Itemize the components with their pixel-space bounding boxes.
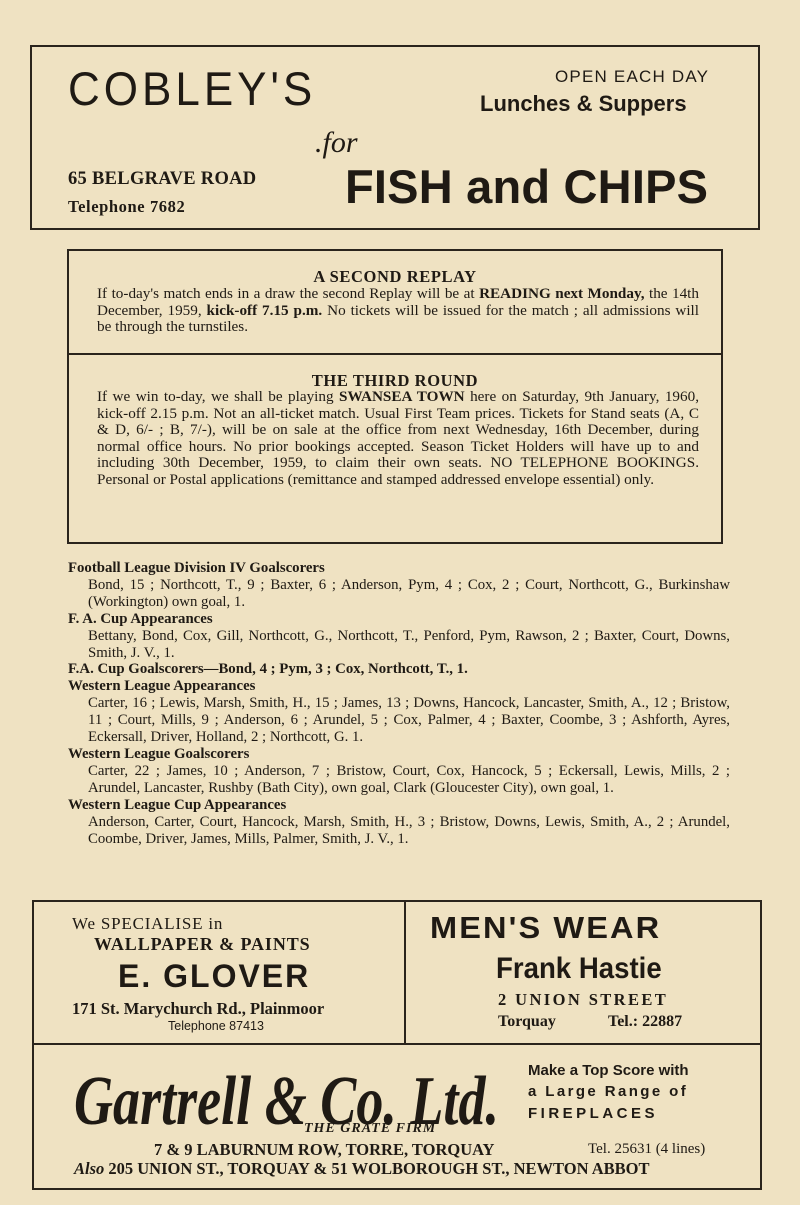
svg-text:Gartrell & Co. Ltd.: Gartrell & Co. Ltd. xyxy=(74,1063,499,1140)
hastie-tel: Tel.: 22887 xyxy=(608,1013,683,1030)
cobleys-telephone: Telephone 7682 xyxy=(68,197,186,216)
glover-products: WALLPAPER & PAINTS xyxy=(94,934,311,954)
cobleys-name: COBLEY'S xyxy=(68,63,317,116)
glover-specialise: We SPECIALISE in xyxy=(72,914,224,933)
gartrell-line1: Make a Top Score with xyxy=(528,1062,689,1079)
record-section xyxy=(68,746,730,797)
gartrell-line2: a Large Range of xyxy=(528,1083,689,1100)
record-body: Anderson, Carter, Court, Hancock, Marsh, Smith, H., 3 ; Bristow, Downs, Lewis, Smith, A., 2 ; Arundel, Coombe, Driver, James, Mills, Palmer, Smith, J. V., 1. xyxy=(88,813,730,847)
gartrell-address: 7 & 9 LABURNUM ROW, TORRE, TORQUAY xyxy=(154,1140,495,1159)
record-body: Carter, 22 ; James, 10 ; Anderson, 7 ; Bristow, Court, Cox, Hancock, 5 ; Eckersall, Lewis, Mills, 2 ; Arundel, Lancaster, Rushby (Bath City), own goal, Clark (Gloucester City), own goal, 1. xyxy=(88,762,730,796)
glover-address: 171 St. Marychurch Rd., Plainmoor xyxy=(72,999,325,1018)
advert-divider-horizontal xyxy=(34,1043,760,1045)
gartrell-line3: FIREPLACES xyxy=(528,1105,659,1122)
record-heading: F.A. Cup Goalscorers—Bond, 4 ; Pym, 3 ; Cox, Northcott, T., 1. xyxy=(68,661,468,678)
gartrell-logo xyxy=(74,1048,514,1148)
player-records xyxy=(68,560,730,847)
cobleys-address: 65 BELGRAVE ROAD xyxy=(68,169,257,189)
record-section xyxy=(68,560,730,611)
record-section xyxy=(68,611,730,662)
gartrell-also-address: 205 UNION ST., TORQUAY & 51 WOLBOROUGH ST., NEWTON ABBOT xyxy=(108,1159,650,1178)
gartrell-logo-script xyxy=(74,1048,514,1148)
for-text: .for xyxy=(315,126,358,159)
second-replay-body: If to-day's match ends in a draw the second Replay will be at READING next Monday, the 14th December, 1959, kick-off 7.15 p.m. No tickets will be issued for the match ; all admissions will be through the turnstiles. xyxy=(97,285,699,336)
record-section xyxy=(68,661,730,678)
menswear-headline: MEN'S WEAR xyxy=(430,910,662,945)
third-round-title: THE THIRD ROUND xyxy=(311,371,479,390)
record-body: Bond, 15 ; Northcott, T., 9 ; Baxter, 6 ; Anderson, Pym, 4 ; Cox, 2 ; Court, Northcott, G., Burkinshaw (Workington) own goal, 1. xyxy=(88,576,730,610)
record-heading: Western League Cup Appearances xyxy=(68,796,287,813)
record-section xyxy=(68,797,730,848)
hastie-street: 2 UNION STREET xyxy=(498,990,669,1009)
glover-name: E. GLOVER xyxy=(118,958,311,994)
record-body: Bettany, Bond, Cox, Gill, Northcott, G., Northcott, T., Penford, Pym, Rawson, 2 ; Baxter, Court, Downs, Smith, J. V., 1. xyxy=(88,627,730,661)
second-replay-title: A SECOND REPLAY xyxy=(313,267,477,286)
open-each-day: OPEN EACH DAY xyxy=(555,67,710,86)
record-heading: F. A. Cup Appearances xyxy=(68,610,213,627)
lunches-suppers: Lunches & Suppers xyxy=(480,91,687,116)
notices-box xyxy=(67,249,723,544)
third-round-body: If we win to-day, we shall be playing SWANSEA TOWN here on Saturday, 9th January, 1960, kick-off 2.15 p.m. Not an all-ticket match. Usual First Team prices. Tickets for Stand seats (A, C & D, 6/- ; B, 7/-), will be on sale at the office from next Wednesday, 16th December, during normal office hours. No prior bookings accepted. Season Ticket Holders will have up to and including 30th December, 1959, to claim their own seats. NO TELEPHONE BOOKINGS. Personal or Postal applications (remittance and stamped addressed envelope essential) only. xyxy=(97,388,700,488)
bottom-adverts xyxy=(32,900,762,1190)
notices-divider xyxy=(69,353,721,355)
advert-divider-vertical xyxy=(404,902,406,1043)
hastie-name: Frank Hastie xyxy=(496,952,662,985)
record-body: Carter, 16 ; Lewis, Marsh, Smith, H., 15 ; James, 13 ; Downs, Hancock, Lancaster, Smith, A., 12 ; Bristow, 11 ; Court, Mills, 9 ; Anderson, 6 ; Arundel, 5 ; Cox, Palmer, 4 ; Baxter, Coombe, 3 ; Ashforth, Ayres, Eckersall, Driver, Holland, 2 ; Northcott, G. 1. xyxy=(88,695,730,746)
gartrell-also-line xyxy=(74,1159,650,1179)
record-heading: Western League Goalscorers xyxy=(68,745,250,762)
hastie-town: Torquay xyxy=(498,1013,556,1030)
gartrell-tagline: THE GRATE FIRM xyxy=(304,1121,437,1136)
gartrell-also-label: Also xyxy=(74,1159,105,1178)
cobleys-advert xyxy=(30,45,760,230)
glover-telephone: Telephone 87413 xyxy=(168,1019,264,1033)
fish-and-chips: FISH and CHIPS xyxy=(345,160,709,213)
record-heading: Western League Appearances xyxy=(68,678,256,695)
gartrell-tel: Tel. 25631 (4 lines) xyxy=(588,1141,706,1157)
record-heading: Football League Division IV Goalscorers xyxy=(68,560,325,576)
record-section xyxy=(68,678,730,746)
